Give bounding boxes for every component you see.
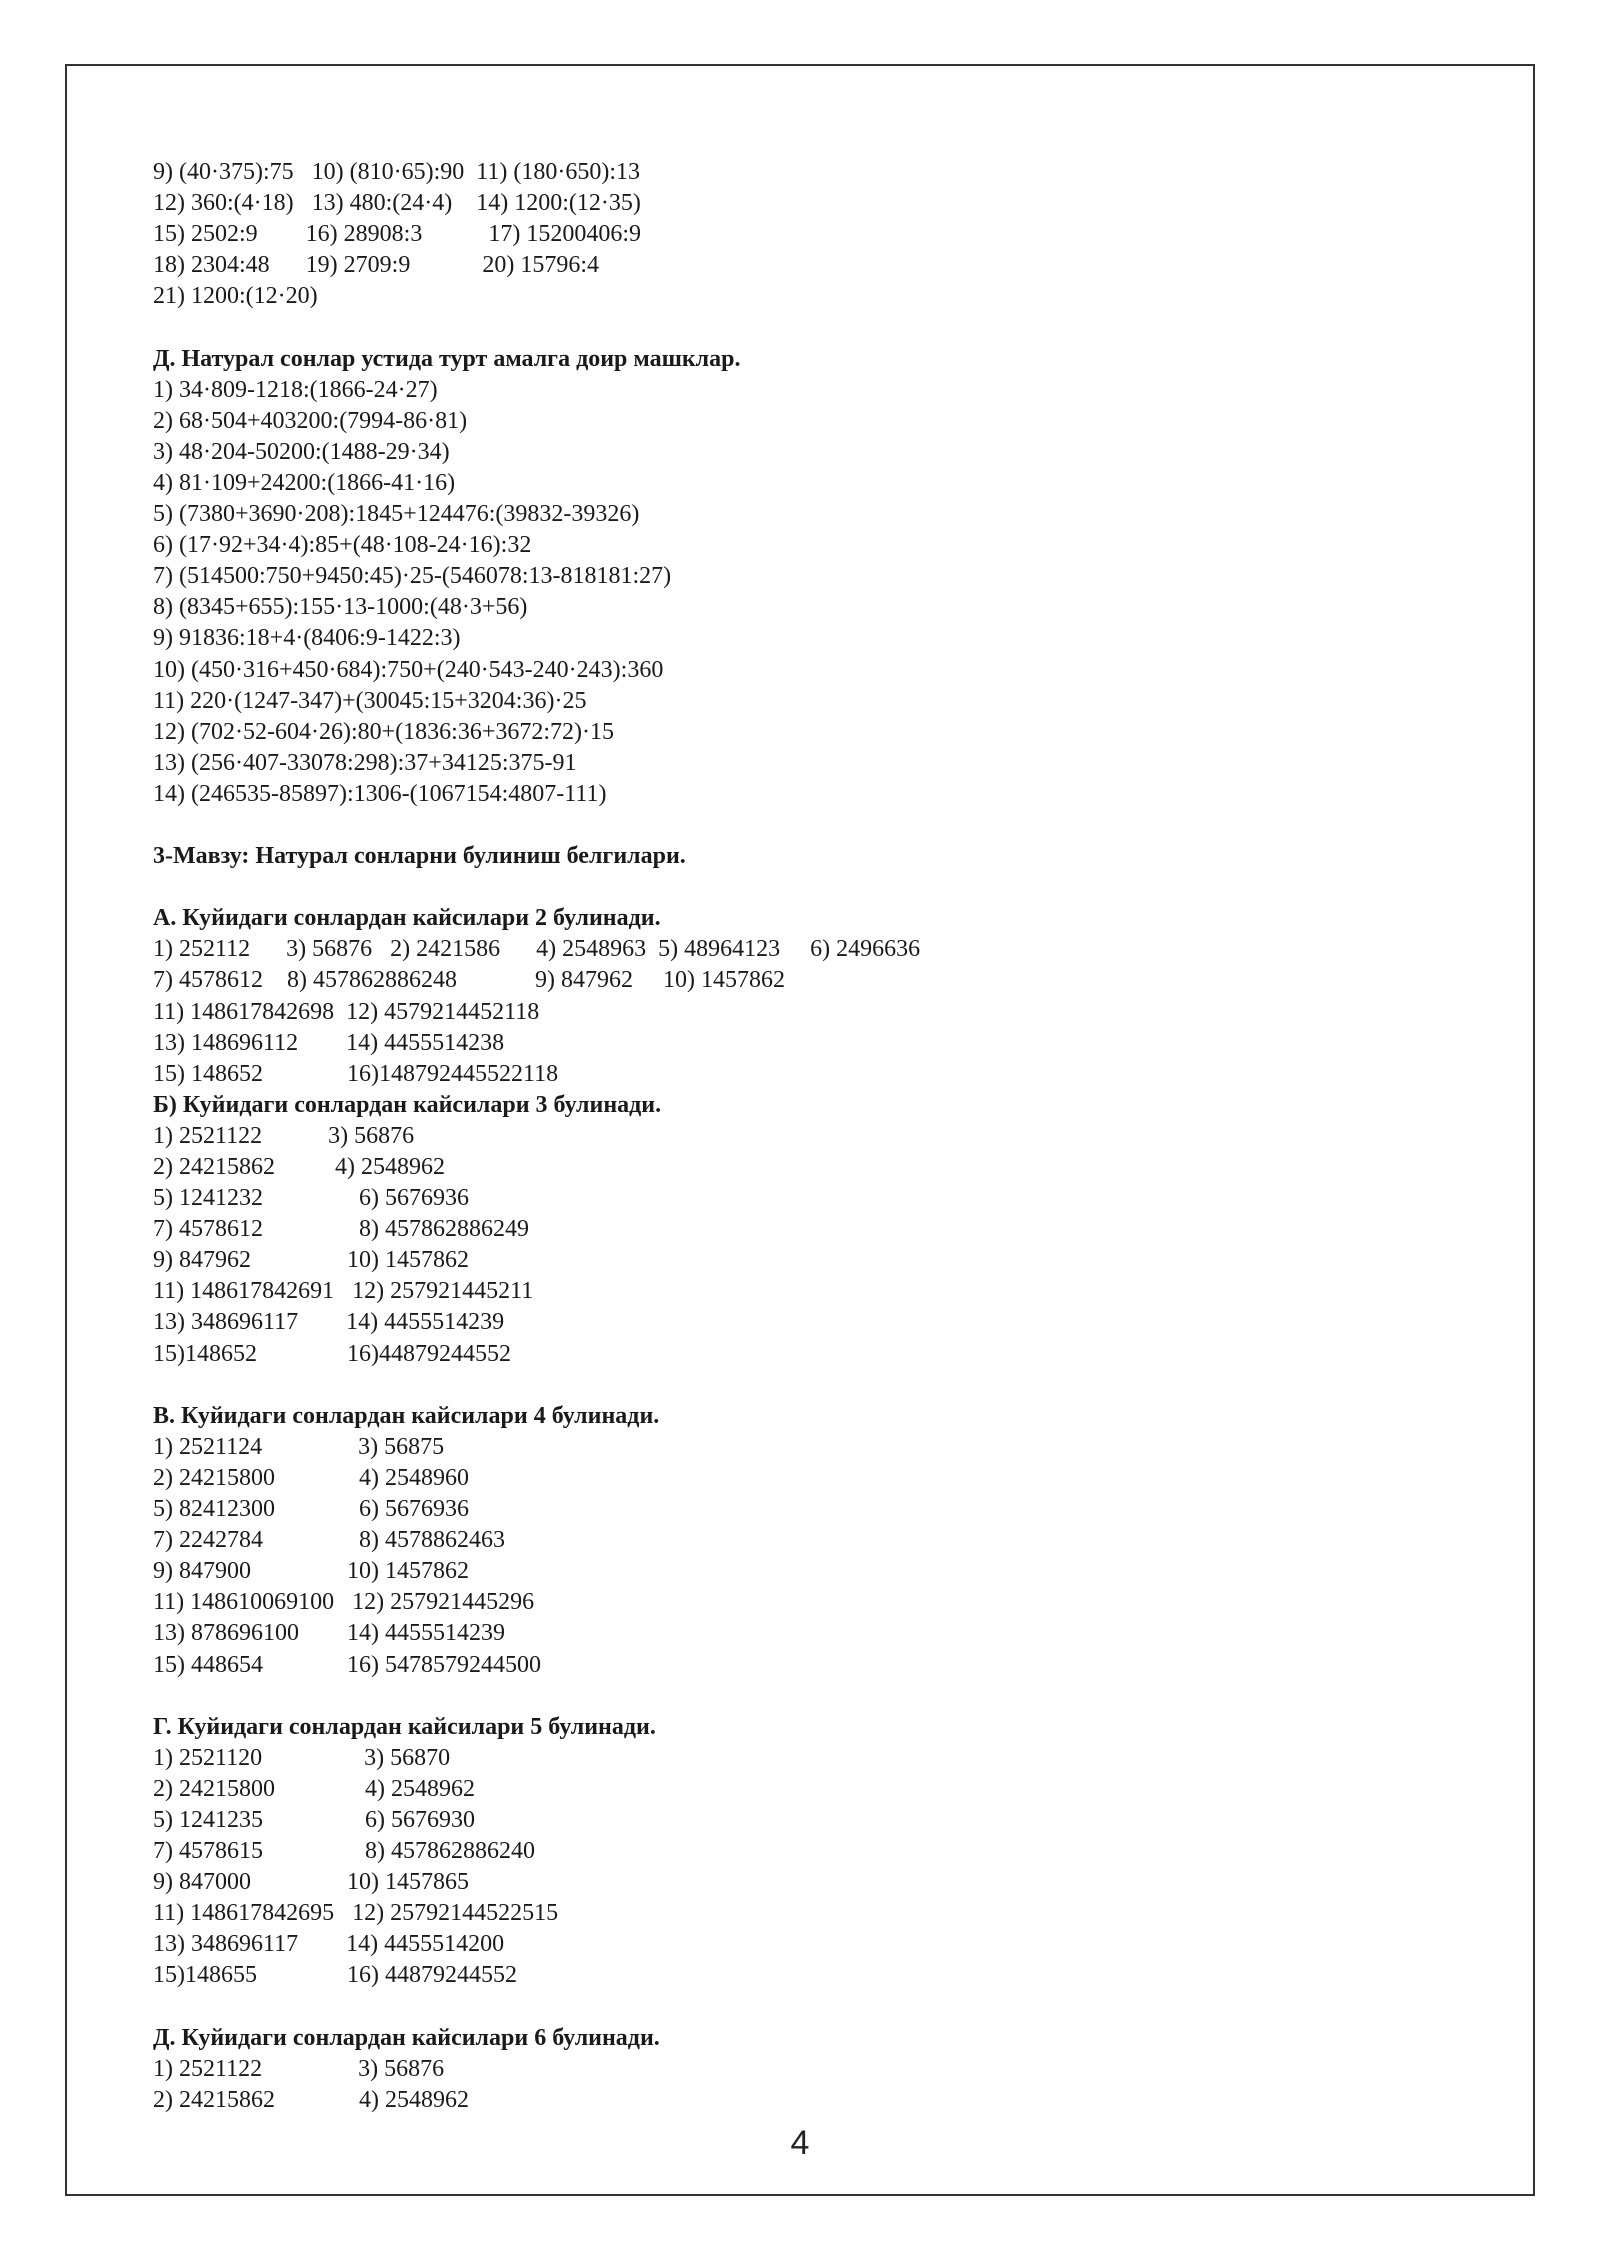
exercise-line: 2) 24215800 4) 2548962 bbox=[153, 1775, 475, 1802]
exercise-line: 11) 148617842691 12) 257921445211 bbox=[153, 1278, 534, 1305]
exercise-line: 10) (450·316+450·684):750+(240·543-240·243):360 bbox=[153, 656, 664, 683]
exercise-line: 7) 4578612 8) 457862886249 bbox=[153, 1216, 529, 1243]
exercise-line: 1) 2521122 3) 56876 bbox=[153, 1122, 415, 1149]
exercise-line: 1) 2521124 3) 56875 bbox=[153, 1433, 445, 1460]
exercise-line: 15)148655 16) 44879244552 bbox=[153, 1962, 517, 1989]
exercise-line: 15)148652 16)44879244552 bbox=[153, 1340, 511, 1367]
exercise-line: 5) 82412300 6) 5676936 bbox=[153, 1496, 469, 1523]
exercise-line: 15) 2502:9 16) 28908:3 17) 15200406:9 bbox=[153, 221, 641, 248]
exercise-line: 5) (7380+3690·208):1845+124476:(39832-39326) bbox=[153, 501, 640, 528]
exercise-line: 13) 148696112 14) 4455514238 bbox=[153, 1029, 505, 1056]
exercise-line: 7) 4578612 8) 457862886248 9) 847962 10) 1457862 bbox=[153, 967, 785, 994]
exercise-line: 5) 1241235 6) 5676930 bbox=[153, 1806, 475, 1833]
exercise-line: 2) 24215862 4) 2548962 bbox=[153, 1154, 445, 1180]
page-number: 4 bbox=[790, 2124, 810, 2162]
blank-line bbox=[153, 312, 1453, 343]
exercise-line: 13) 878696100 14) 4455514239 bbox=[153, 1620, 505, 1647]
exercise-line: 7) 2242784 8) 4578862463 bbox=[153, 1527, 505, 1554]
exercise-line: 11) 148610069100 12) 257921445296 bbox=[153, 1589, 535, 1616]
exercise-line: 12) 360:(4·18) 13) 480:(24·4) 14) 1200:(12·35) bbox=[153, 190, 641, 217]
exercise-line: 2) 24215800 4) 2548960 bbox=[153, 1464, 469, 1491]
section-heading: А. Куйидаги сонлардан кайсилари 2 булинади. bbox=[153, 905, 661, 932]
exercise-line: 9) 91836:18+4·(8406:9-1422:3) bbox=[153, 625, 461, 652]
exercise-line: 2) 68·504+403200:(7994-86·81) bbox=[153, 407, 468, 434]
blank-line bbox=[153, 872, 1453, 903]
exercise-line: 1) 2521122 3) 56876 bbox=[153, 2055, 445, 2082]
exercise-line: 12) (702·52-604·26):80+(1836:36+3672:72)·15 bbox=[153, 718, 615, 745]
exercise-line: 4) 81·109+24200:(1866-41·16) bbox=[153, 469, 456, 496]
section-heading: Д. Куйидаги сонлардан кайсилари 6 булинади. bbox=[153, 2024, 660, 2051]
section-heading: В. Куйидаги сонлардан кайсилари 4 булинади. bbox=[153, 1402, 660, 1429]
exercise-line: 1) 2521120 3) 56870 bbox=[153, 1744, 451, 1771]
exercise-line: 1) 34·809-1218:(1866-24·27) bbox=[153, 376, 438, 403]
exercise-line: 6) (17·92+34·4):85+(48·108-24·16):32 bbox=[153, 532, 532, 559]
blank-line bbox=[153, 1992, 1453, 2023]
exercise-line: 13) 348696117 14) 4455514200 bbox=[153, 1931, 505, 1958]
section-heading: Г. Куйидаги сонлардан кайсилари 5 булинади. bbox=[153, 1713, 656, 1740]
document-body bbox=[153, 157, 1453, 2116]
blank-line bbox=[153, 1681, 1453, 1712]
exercise-line: 11) 220·(1247-347)+(30045:15+3204:36)·25 bbox=[153, 687, 587, 714]
exercise-line: 11) 148617842698 12) 4579214452118 bbox=[153, 998, 540, 1025]
exercise-line: 14) (246535-85897):1306-(1067154:4807-111) bbox=[153, 780, 607, 807]
exercise-line: 9) (40·375):75 10) (810·65):90 11) (180·650):13 bbox=[153, 159, 641, 185]
section-heading: Б) Куйидаги сонлардан кайсилари 3 булинади. bbox=[153, 1091, 662, 1118]
exercise-line: 5) 1241232 6) 5676936 bbox=[153, 1185, 469, 1212]
exercise-line: 2) 24215862 4) 2548962 bbox=[153, 2086, 469, 2113]
exercise-line: 13) 348696117 14) 4455514239 bbox=[153, 1309, 505, 1336]
exercise-line: 7) (514500:750+9450:45)·25-(546078:13-818181:27) bbox=[153, 563, 672, 590]
exercise-line: 9) 847000 10) 1457865 bbox=[153, 1869, 469, 1896]
blank-line bbox=[153, 810, 1453, 841]
blank-line bbox=[153, 1370, 1453, 1401]
section-heading: 3-Мавзу: Натурал сонларни булиниш белгилари. bbox=[153, 843, 686, 870]
exercise-line: 13) (256·407-33078:298):37+34125:375-91 bbox=[153, 749, 577, 776]
exercise-line: 7) 4578615 8) 457862886240 bbox=[153, 1838, 535, 1865]
exercise-line: 9) 847900 10) 1457862 bbox=[153, 1558, 469, 1585]
exercise-line: 1) 252112 3) 56876 2) 2421586 4) 2548963 5) 48964123 6) 2496636 bbox=[153, 936, 921, 963]
exercise-line: 15) 148652 16)148792445522118 bbox=[153, 1060, 559, 1087]
exercise-line: 8) (8345+655):155·13-1000:(48·3+56) bbox=[153, 594, 528, 621]
exercise-line: 11) 148617842695 12) 25792144522515 bbox=[153, 1900, 559, 1927]
exercise-line: 9) 847962 10) 1457862 bbox=[153, 1247, 469, 1274]
exercise-line: 15) 448654 16) 5478579244500 bbox=[153, 1651, 541, 1678]
exercise-line: 18) 2304:48 19) 2709:9 20) 15796:4 bbox=[153, 252, 599, 279]
section-heading: Д. Натурал сонлар устида турт амалга доир машклар. bbox=[153, 345, 741, 372]
exercise-line: 3) 48·204-50200:(1488-29·34) bbox=[153, 438, 450, 465]
exercise-line: 21) 1200:(12·20) bbox=[153, 283, 318, 310]
